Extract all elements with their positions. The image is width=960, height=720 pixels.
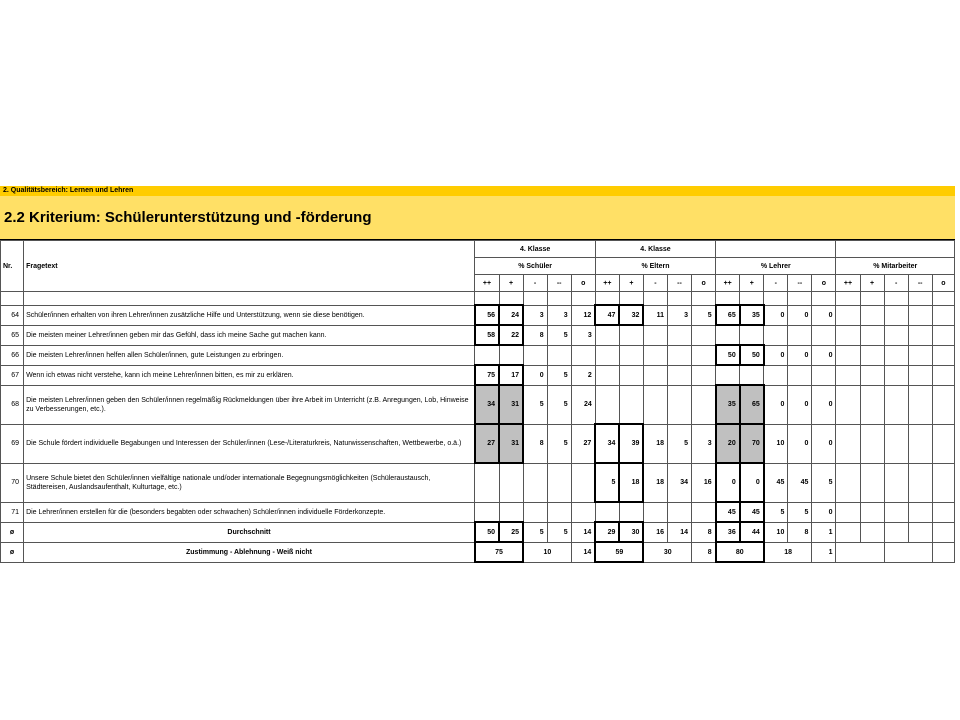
header-fragetext: Fragetext (24, 241, 475, 292)
value-cell (860, 385, 884, 424)
value-cell: 65 (716, 305, 740, 325)
header-subgroup-mitarbeiter: % Mitarbeiter (836, 258, 955, 275)
question-number: 71 (1, 502, 24, 522)
question-text: Die meisten Lehrer/innen helfen allen Schüler/innen, gute Leistungen zu erbringen. (24, 345, 475, 365)
value-cell (764, 365, 788, 385)
value-cell (692, 325, 716, 345)
value-cell (860, 325, 884, 345)
scale-label: ++ (716, 275, 740, 292)
average-value (932, 522, 954, 542)
spacer-row (1, 292, 955, 306)
value-cell: 3 (547, 305, 571, 325)
value-cell: 5 (667, 424, 691, 463)
spacer-cell (595, 292, 619, 306)
value-cell (884, 325, 908, 345)
value-cell (692, 502, 716, 522)
scale-label: o (692, 275, 716, 292)
value-cell (860, 305, 884, 325)
value-cell (908, 385, 932, 424)
value-cell: 16 (692, 463, 716, 502)
spacer-cell (619, 292, 643, 306)
value-cell: 39 (619, 424, 643, 463)
value-cell: 0 (764, 305, 788, 325)
value-cell: 3 (571, 325, 595, 345)
agreement-value: 75 (475, 542, 523, 562)
value-cell (860, 365, 884, 385)
value-cell: 27 (475, 424, 499, 463)
value-cell (571, 463, 595, 502)
value-cell: 70 (740, 424, 764, 463)
average-value: 29 (595, 522, 619, 542)
value-cell: 17 (499, 365, 523, 385)
value-cell (836, 305, 860, 325)
scale-label: + (740, 275, 764, 292)
table-row (1, 385, 955, 424)
question-text: Die meisten Lehrer/innen geben den Schüler/innen regelmäßig Rückmeldungen über ihre Arbeit im Unterricht (z.B. Anregungen, Lob, Hinweise zu Verbesserungen, etc.). (24, 385, 475, 424)
spacer-cell (716, 292, 740, 306)
spacer-cell (932, 292, 954, 306)
value-cell: 34 (475, 385, 499, 424)
value-cell: 24 (571, 385, 595, 424)
value-cell: 58 (475, 325, 499, 345)
spacer-cell (908, 292, 932, 306)
spacer-cell (547, 292, 571, 306)
average-value (836, 522, 860, 542)
spacer-cell (884, 292, 908, 306)
value-cell (812, 325, 836, 345)
agreement-label: Zustimmung - Ablehnung - Weiß nicht (24, 542, 475, 562)
average-value: 50 (475, 522, 499, 542)
header-subgroup-schueler: % Schüler (475, 258, 595, 275)
table-body (1, 241, 955, 563)
value-cell: 18 (643, 424, 667, 463)
value-cell: 0 (764, 385, 788, 424)
value-cell: 0 (812, 424, 836, 463)
value-cell (836, 365, 860, 385)
value-cell: 0 (812, 502, 836, 522)
scale-label: -- (908, 275, 932, 292)
value-cell (836, 385, 860, 424)
value-cell (932, 424, 954, 463)
value-cell (860, 463, 884, 502)
value-cell (932, 345, 954, 365)
value-cell (860, 502, 884, 522)
question-text: Schüler/innen erhalten von ihren Lehrer/innen zusätzliche Hilfe und Unterstützung, wenn sie diese benötigen. (24, 305, 475, 325)
value-cell (884, 385, 908, 424)
value-cell (836, 502, 860, 522)
header-group-mitarbeiter (836, 241, 955, 258)
value-cell: 0 (740, 463, 764, 502)
value-cell (884, 345, 908, 365)
value-cell (595, 345, 619, 365)
average-value: 30 (619, 522, 643, 542)
spacer-cell (812, 292, 836, 306)
question-number: 64 (1, 305, 24, 325)
average-value: 14 (667, 522, 691, 542)
value-cell: 3 (667, 305, 691, 325)
value-cell: 31 (499, 385, 523, 424)
scale-label: - (643, 275, 667, 292)
table-row (1, 345, 955, 365)
value-cell (932, 385, 954, 424)
header-nr: Nr. (1, 241, 24, 292)
value-cell: 50 (716, 345, 740, 365)
average-value: 8 (788, 522, 812, 542)
spacer-cell (764, 292, 788, 306)
question-text: Die Schule fördert individuelle Begabungen und Interessen der Schüler/innen (Lese-/Literaturkreis, Naturwissenschaften, Wettbewerbe, o.ä.) (24, 424, 475, 463)
value-cell: 5 (547, 325, 571, 345)
value-cell (788, 365, 812, 385)
value-cell: 18 (643, 463, 667, 502)
value-cell: 5 (547, 365, 571, 385)
value-cell (667, 325, 691, 345)
value-cell (595, 325, 619, 345)
question-number: 68 (1, 385, 24, 424)
results-table (0, 240, 955, 563)
average-value: 1 (812, 522, 836, 542)
agreement-value (932, 542, 954, 562)
average-row (1, 522, 955, 542)
value-cell (523, 345, 547, 365)
header-group-lehrer (716, 241, 836, 258)
value-cell (692, 365, 716, 385)
value-cell (475, 345, 499, 365)
question-number: 67 (1, 365, 24, 385)
value-cell: 0 (812, 345, 836, 365)
value-cell: 5 (547, 385, 571, 424)
value-cell: 35 (740, 305, 764, 325)
value-cell (908, 463, 932, 502)
value-cell: 27 (571, 424, 595, 463)
agreement-value: 10 (523, 542, 571, 562)
value-cell: 0 (788, 305, 812, 325)
value-cell (884, 424, 908, 463)
value-cell (836, 424, 860, 463)
scale-label: - (764, 275, 788, 292)
value-cell (788, 325, 812, 345)
scale-label: -- (667, 275, 691, 292)
scale-label: + (619, 275, 643, 292)
value-cell (692, 345, 716, 365)
value-cell (475, 463, 499, 502)
value-cell (692, 385, 716, 424)
header-group-schueler: 4. Klasse (475, 241, 595, 258)
value-cell (667, 385, 691, 424)
value-cell (932, 365, 954, 385)
scale-label: - (884, 275, 908, 292)
value-cell (836, 325, 860, 345)
value-cell (908, 365, 932, 385)
agreement-value: 30 (643, 542, 691, 562)
scale-label: o (932, 275, 954, 292)
value-cell (908, 502, 932, 522)
table-row (1, 502, 955, 522)
average-value: 36 (716, 522, 740, 542)
value-cell (667, 345, 691, 365)
spacer-cell (523, 292, 547, 306)
value-cell: 0 (812, 305, 836, 325)
header-row-groups (1, 241, 955, 258)
question-number: 65 (1, 325, 24, 345)
spacer-cell (24, 292, 475, 306)
value-cell (884, 365, 908, 385)
value-cell (643, 345, 667, 365)
agreement-value: 59 (595, 542, 643, 562)
value-cell: 22 (499, 325, 523, 345)
value-cell (643, 365, 667, 385)
criterion-title: 2.2 Kriterium: Schülerunterstützung und -förderung (0, 196, 955, 240)
value-cell: 45 (740, 502, 764, 522)
value-cell (932, 463, 954, 502)
average-value: 25 (499, 522, 523, 542)
value-cell (619, 325, 643, 345)
value-cell: 5 (523, 385, 547, 424)
average-value (908, 522, 932, 542)
question-number: 70 (1, 463, 24, 502)
average-value: 8 (692, 522, 716, 542)
average-value: 44 (740, 522, 764, 542)
spacer-cell (836, 292, 860, 306)
value-cell: 18 (619, 463, 643, 502)
value-cell: 34 (667, 463, 691, 502)
value-cell: 56 (475, 305, 499, 325)
header-group-eltern: 4. Klasse (595, 241, 715, 258)
value-cell (932, 305, 954, 325)
value-cell (547, 463, 571, 502)
agreement-value (836, 542, 884, 562)
question-number: 66 (1, 345, 24, 365)
value-cell (884, 502, 908, 522)
average-value: 10 (764, 522, 788, 542)
table-row (1, 463, 955, 502)
agreement-value (884, 542, 932, 562)
value-cell: 34 (595, 424, 619, 463)
value-cell (908, 305, 932, 325)
value-cell: 75 (475, 365, 499, 385)
value-cell: 35 (716, 385, 740, 424)
value-cell: 45 (716, 502, 740, 522)
value-cell (523, 463, 547, 502)
value-cell (908, 345, 932, 365)
value-cell: 8 (523, 424, 547, 463)
table-row (1, 424, 955, 463)
value-cell: 0 (812, 385, 836, 424)
table-row (1, 305, 955, 325)
spacer-cell (475, 292, 499, 306)
value-cell (908, 424, 932, 463)
value-cell (595, 365, 619, 385)
spacer-cell (692, 292, 716, 306)
agreement-value: 1 (812, 542, 836, 562)
value-cell (643, 385, 667, 424)
value-cell: 5 (692, 305, 716, 325)
value-cell (860, 345, 884, 365)
value-cell: 0 (788, 424, 812, 463)
question-text: Wenn ich etwas nicht verstehe, kann ich meine Lehrer/innen bitten, es mir zu erklären. (24, 365, 475, 385)
spacer-cell (1, 292, 24, 306)
scale-label: ++ (475, 275, 499, 292)
table-row (1, 365, 955, 385)
value-cell (667, 365, 691, 385)
spacer-cell (499, 292, 523, 306)
average-value (884, 522, 908, 542)
value-cell: 50 (740, 345, 764, 365)
question-text: Unsere Schule bietet den Schüler/innen vielfältige nationale und/oder internationale Begegnungsmöglichkeiten (Schüleraustausch, Städtereisen, Auslandsaufenthalt, Kulturtage, etc.) (24, 463, 475, 502)
average-label: Durchschnitt (24, 522, 475, 542)
agreement-symbol: ø (1, 542, 24, 562)
survey-sheet (0, 186, 955, 563)
value-cell: 20 (716, 424, 740, 463)
value-cell: 0 (523, 365, 547, 385)
value-cell (740, 325, 764, 345)
scale-label: ++ (836, 275, 860, 292)
value-cell (860, 424, 884, 463)
average-value: 16 (643, 522, 667, 542)
value-cell: 45 (788, 463, 812, 502)
spacer-cell (667, 292, 691, 306)
agreement-value: 18 (764, 542, 812, 562)
average-value: 5 (547, 522, 571, 542)
question-text: Die meisten meiner Lehrer/innen geben mir das Gefühl, dass ich meine Sache gut machen kann. (24, 325, 475, 345)
value-cell (595, 385, 619, 424)
value-cell (619, 345, 643, 365)
scale-label: o (812, 275, 836, 292)
scale-label: -- (788, 275, 812, 292)
value-cell (571, 502, 595, 522)
value-cell (932, 325, 954, 345)
value-cell: 10 (764, 424, 788, 463)
value-cell (908, 325, 932, 345)
value-cell (740, 365, 764, 385)
value-cell: 45 (764, 463, 788, 502)
table-row (1, 325, 955, 345)
average-symbol: ø (1, 522, 24, 542)
value-cell: 2 (571, 365, 595, 385)
value-cell (764, 325, 788, 345)
value-cell (716, 365, 740, 385)
agreement-value: 80 (716, 542, 764, 562)
value-cell: 11 (643, 305, 667, 325)
spacer-cell (788, 292, 812, 306)
value-cell (571, 345, 595, 365)
scale-label: + (860, 275, 884, 292)
value-cell (836, 463, 860, 502)
value-cell: 12 (571, 305, 595, 325)
value-cell (643, 502, 667, 522)
scale-label: ++ (595, 275, 619, 292)
spacer-cell (740, 292, 764, 306)
value-cell (499, 463, 523, 502)
agreement-row (1, 542, 955, 562)
question-text: Die Lehrer/innen erstellen für die (besonders begabten oder schwachen) Schüler/innen individuelle Förderkonzepte. (24, 502, 475, 522)
agreement-value: 8 (692, 542, 716, 562)
value-cell: 32 (619, 305, 643, 325)
value-cell (475, 502, 499, 522)
value-cell: 0 (764, 345, 788, 365)
value-cell: 3 (692, 424, 716, 463)
section-bar: 2. Qualitätsbereich: Lernen und Lehren (0, 186, 955, 196)
value-cell (499, 502, 523, 522)
header-subgroup-lehrer: % Lehrer (716, 258, 836, 275)
value-cell (619, 385, 643, 424)
value-cell (836, 345, 860, 365)
value-cell: 5 (812, 463, 836, 502)
average-value: 5 (523, 522, 547, 542)
value-cell (932, 502, 954, 522)
value-cell (716, 325, 740, 345)
value-cell: 31 (499, 424, 523, 463)
value-cell (812, 365, 836, 385)
spacer-cell (571, 292, 595, 306)
value-cell (643, 325, 667, 345)
value-cell: 65 (740, 385, 764, 424)
value-cell (499, 345, 523, 365)
value-cell (667, 502, 691, 522)
value-cell: 0 (788, 345, 812, 365)
value-cell: 3 (523, 305, 547, 325)
value-cell: 5 (595, 463, 619, 502)
scale-label: -- (547, 275, 571, 292)
value-cell (595, 502, 619, 522)
value-cell (884, 305, 908, 325)
value-cell: 0 (788, 385, 812, 424)
agreement-value: 14 (571, 542, 595, 562)
value-cell (547, 502, 571, 522)
value-cell (619, 365, 643, 385)
average-value (860, 522, 884, 542)
scale-label: + (499, 275, 523, 292)
scale-label: o (571, 275, 595, 292)
spacer-cell (643, 292, 667, 306)
spacer-cell (860, 292, 884, 306)
value-cell: 5 (764, 502, 788, 522)
value-cell (619, 502, 643, 522)
value-cell (523, 502, 547, 522)
value-cell (884, 463, 908, 502)
header-subgroup-eltern: % Eltern (595, 258, 715, 275)
value-cell: 8 (523, 325, 547, 345)
scale-label: - (523, 275, 547, 292)
average-value: 14 (571, 522, 595, 542)
value-cell (547, 345, 571, 365)
value-cell: 47 (595, 305, 619, 325)
value-cell: 5 (788, 502, 812, 522)
value-cell: 24 (499, 305, 523, 325)
question-number: 69 (1, 424, 24, 463)
value-cell: 0 (716, 463, 740, 502)
value-cell: 5 (547, 424, 571, 463)
